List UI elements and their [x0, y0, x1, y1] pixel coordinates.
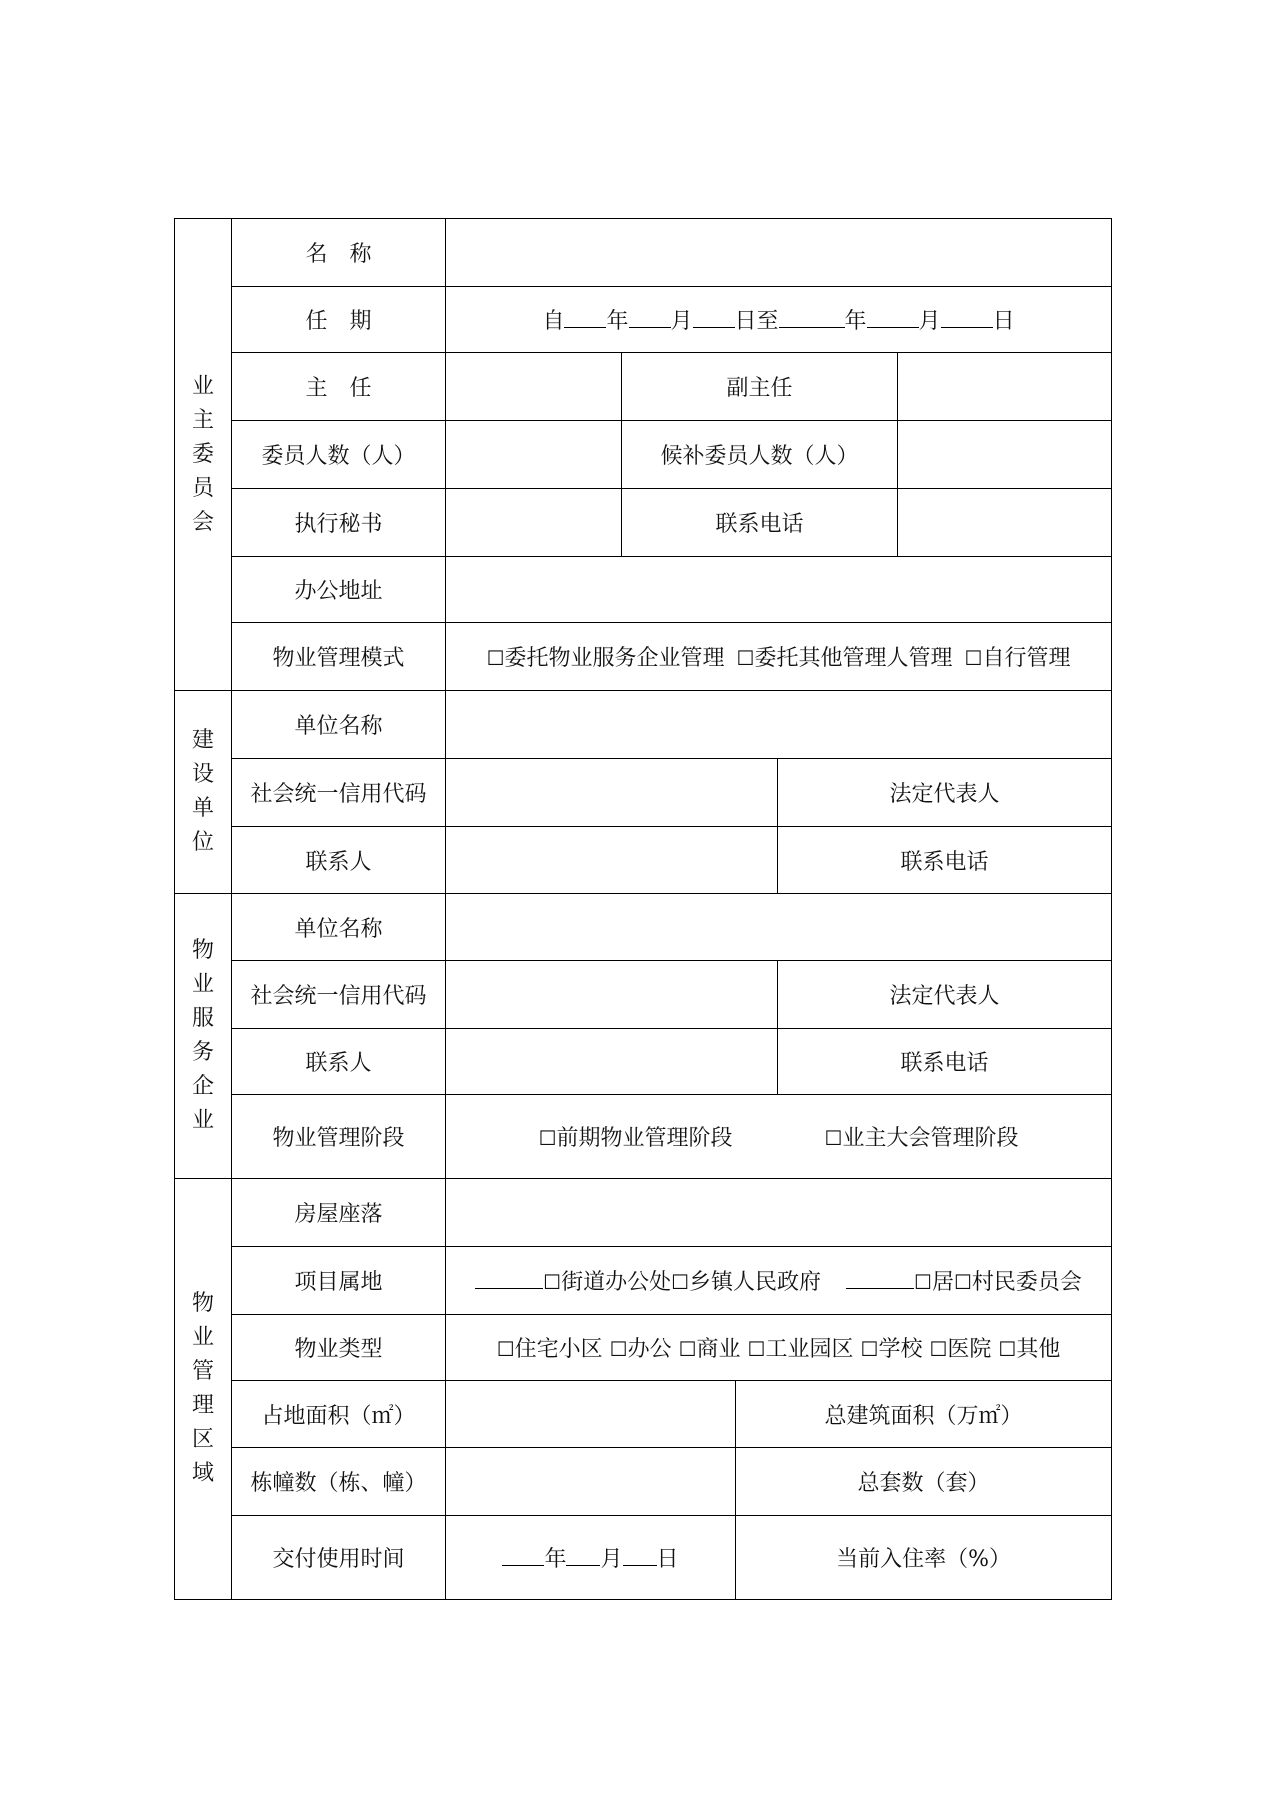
- developer-contact-label: 联系人: [232, 827, 446, 894]
- director-label: 主 任: [232, 353, 446, 421]
- developer-credit-label: 社会统一信用代码: [232, 759, 446, 827]
- jurisdiction-label: 项目属地: [232, 1247, 446, 1315]
- developer-phone-label: 联系电话: [778, 827, 1112, 894]
- developer-credit-field[interactable]: [446, 759, 778, 827]
- checkbox-subdistrict[interactable]: ☐ 街道办公处: [543, 1270, 671, 1295]
- section-area: 物 业 管 理 区 域: [175, 1179, 232, 1600]
- developer-unit-field[interactable]: [446, 691, 1112, 759]
- address-label: 办公地址: [232, 557, 446, 623]
- checkbox-mode-entrusted-company[interactable]: ☐ 委托物业服务企业管理: [487, 646, 725, 671]
- company-contact-field[interactable]: [446, 1029, 778, 1095]
- developer-legal-label: 法定代表人: [778, 759, 1112, 827]
- members-field[interactable]: [446, 421, 622, 489]
- units-label: 总套数（套）: [736, 1448, 1112, 1516]
- director-field[interactable]: [446, 353, 622, 421]
- company-phone-label: 联系电话: [778, 1029, 1112, 1095]
- buildings-label: 栋幢数（栋、幢）: [232, 1448, 446, 1516]
- developer-contact-field[interactable]: [446, 827, 778, 894]
- checkbox-type-school[interactable]: ☐ 学校: [861, 1337, 923, 1362]
- delivery-label: 交付使用时间: [232, 1516, 446, 1600]
- term-field[interactable]: 自 年 月 日至 年 月 日: [446, 287, 1112, 353]
- type-options: [446, 1315, 1112, 1381]
- secretary-label: 执行秘书: [232, 489, 446, 557]
- registration-form: [174, 218, 1112, 1600]
- deputy-field[interactable]: [898, 353, 1112, 421]
- stage-options: [446, 1095, 1112, 1179]
- building-area-label: 总建筑面积（万㎡）: [736, 1381, 1112, 1448]
- buildings-field[interactable]: [446, 1448, 736, 1516]
- alternates-label: 候补委员人数（人）: [622, 421, 898, 489]
- company-credit-field[interactable]: [446, 961, 778, 1029]
- deputy-label: 副主任: [622, 353, 898, 421]
- checkbox-residents[interactable]: ☐ 居: [914, 1270, 954, 1295]
- section-developer: 建 设 单 位: [175, 691, 232, 894]
- mode-label: 物业管理模式: [232, 623, 446, 691]
- committee-name-field[interactable]: [446, 219, 1112, 287]
- checkbox-type-residential[interactable]: ☐ 住宅小区: [497, 1337, 603, 1362]
- land-area-label: 占地面积（㎡）: [232, 1381, 446, 1448]
- company-contact-label: 联系人: [232, 1029, 446, 1095]
- committee-name-label: 名 称: [232, 219, 446, 287]
- location-field[interactable]: [446, 1179, 1112, 1247]
- developer-unit-label: 单位名称: [232, 691, 446, 759]
- checkbox-villagers[interactable]: ☐ 村民委员会: [954, 1270, 1082, 1295]
- checkbox-mode-other-manager[interactable]: ☐ 委托其他管理人管理: [737, 646, 953, 671]
- occupancy-label: 当前入住率（%）: [736, 1516, 1112, 1600]
- checkbox-mode-self[interactable]: ☐ 自行管理: [965, 646, 1071, 671]
- section-company: 物 业 服 务 企 业: [175, 894, 232, 1179]
- location-label: 房屋座落: [232, 1179, 446, 1247]
- delivery-field[interactable]: 年 月 日: [446, 1516, 736, 1600]
- company-legal-label: 法定代表人: [778, 961, 1112, 1029]
- checkbox-type-hospital[interactable]: ☐ 医院: [929, 1337, 991, 1362]
- company-unit-label: 单位名称: [232, 894, 446, 961]
- members-label: 委员人数（人）: [232, 421, 446, 489]
- checkbox-type-other[interactable]: ☐ 其他: [998, 1337, 1060, 1362]
- term-label: 任 期: [232, 287, 446, 353]
- committee-phone-field[interactable]: [898, 489, 1112, 557]
- jurisdiction-field[interactable]: [446, 1247, 1112, 1315]
- type-label: 物业类型: [232, 1315, 446, 1381]
- checkbox-type-industrial[interactable]: ☐ 工业园区: [748, 1337, 854, 1362]
- checkbox-type-office[interactable]: ☐ 办公: [610, 1337, 672, 1362]
- checkbox-township[interactable]: ☐ 乡镇人民政府: [671, 1270, 821, 1295]
- secretary-field[interactable]: [446, 489, 622, 557]
- checkbox-stage-owners-assembly[interactable]: ☐ 业主大会管理阶段: [825, 1126, 1019, 1151]
- committee-phone-label: 联系电话: [622, 489, 898, 557]
- address-field[interactable]: [446, 557, 1112, 623]
- company-unit-field[interactable]: [446, 894, 1112, 961]
- mode-options: [446, 623, 1112, 691]
- checkbox-stage-preliminary[interactable]: ☐ 前期物业管理阶段: [539, 1126, 733, 1151]
- land-area-field[interactable]: [446, 1381, 736, 1448]
- stage-label: 物业管理阶段: [232, 1095, 446, 1179]
- checkbox-type-commercial[interactable]: ☐ 商业: [679, 1337, 741, 1362]
- section-committee: 业 主 委 员 会: [175, 219, 232, 691]
- company-credit-label: 社会统一信用代码: [232, 961, 446, 1029]
- alternates-field[interactable]: [898, 421, 1112, 489]
